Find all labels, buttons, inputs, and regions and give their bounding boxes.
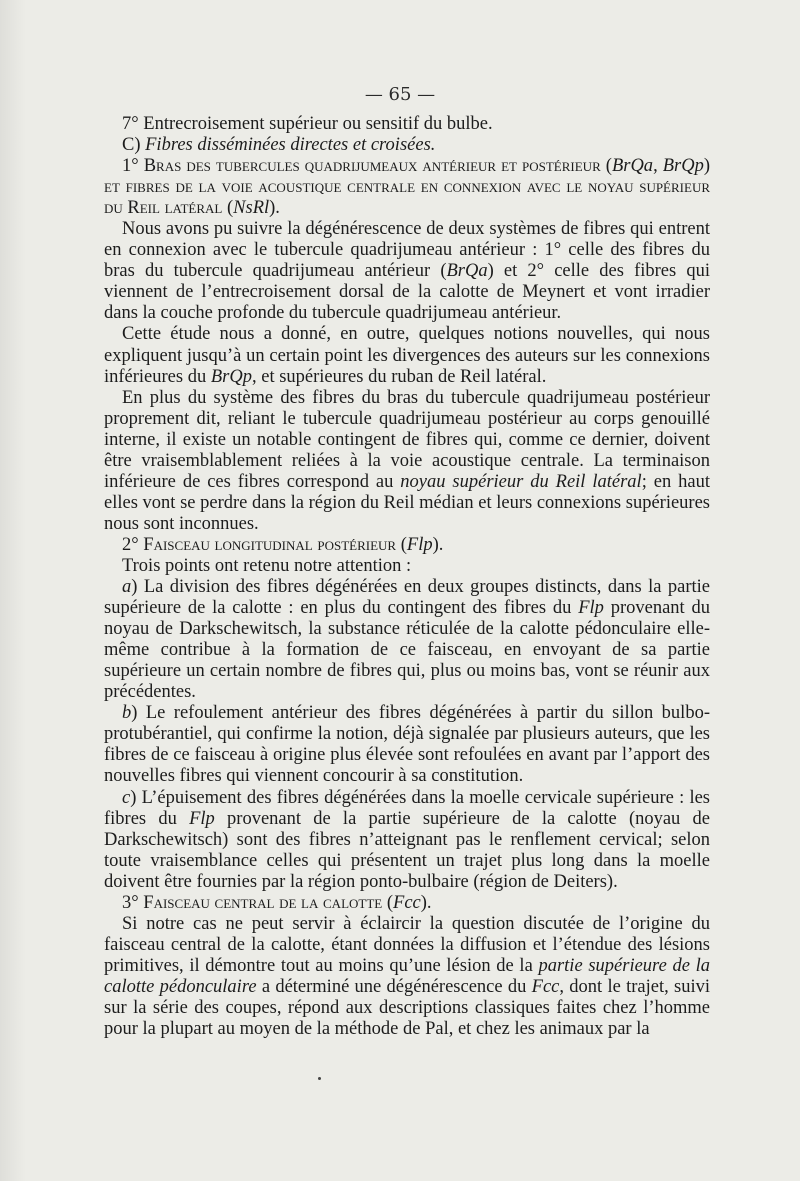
section-number: 2° <box>122 534 144 555</box>
section-letter: C) <box>122 135 146 156</box>
text-fragment: ) <box>703 156 711 177</box>
abbreviation: NsRl <box>233 198 270 219</box>
text-fragment: ). <box>269 198 280 219</box>
text-fragment: ) et 2° celle des fibres qui viennent de l’entrecroisement dorsal de la calotte de Meynert et vont irradier dans la couche profonde du tubercule quadrijumeau antérieur. <box>104 261 710 324</box>
text-fragment: ) La division des fibres dégénérées en deux groupes distincts, dans la partie supérieure de la calotte : en plus du contingent des fibres du <box>104 577 710 619</box>
section-title: Bras des tubercules quadrijumeaux antérieur et postérieur <box>143 156 601 177</box>
paragraph-point-a <box>104 577 710 703</box>
text-fragment: ). <box>420 892 432 913</box>
paragraph-point-b <box>104 703 710 787</box>
section-title: Fibres disséminées directes et croisées. <box>145 135 436 156</box>
body-text <box>104 114 710 1040</box>
abbreviation: Flp <box>406 534 433 555</box>
paragraph <box>104 388 710 535</box>
abbreviation: BrQa <box>611 156 654 177</box>
paragraph-heading-1 <box>104 156 710 219</box>
abbreviation: Flp <box>578 598 604 619</box>
text-fragment: , <box>653 156 663 177</box>
abbreviation: Fcc <box>393 892 421 913</box>
page-number: — 65 — <box>364 84 436 105</box>
emphasis: noyau supérieur du Reil latéral <box>400 471 642 492</box>
paragraph <box>104 556 710 577</box>
text-fragment: , dont le trajet, suivi sur la série des coupes, répond aux descriptions classiques faites chez l’homme pour la plupart au moyen de la méthode de Pal, et chez les animaux par la <box>104 976 710 1040</box>
paragraph <box>104 219 710 324</box>
text-fragment: Nous avons pu suivre la dégénérescence de deux systèmes de fibres qui entrent en connexion avec le tubercule quadrijumeau antérieur : 1° celle des fibres du bras du tubercule quadrijumeau antérieur ( <box>104 219 710 282</box>
paragraph-heading-2 <box>104 535 710 556</box>
text-fragment: En plus du système des fibres du bras du tubercule quadrijumeau postérieur proprement dit, reliant le tubercule quadrijumeau postérieur au corps genouillé interne, il existe un notable contingent de fibres qui, comme ce dernier, doivent être vraisemblablement reliées à la voie acoustique centrale. La terminaison inférieure de ces fibres correspond au <box>104 387 710 492</box>
text-fragment: ( <box>600 156 612 177</box>
section-title: Faisceau central de la calotte <box>143 892 383 913</box>
paragraph-point-c <box>104 788 710 893</box>
section-number: 1° <box>122 156 144 177</box>
abbreviation: Fcc <box>531 976 560 997</box>
text-fragment: Si notre cas ne peut servir à éclaircir la question discutée de l’origine du faisceau central de la calotte, étant données la diffusion et l’étendue des lésions primitives, il démontre tout au moins qu’une lésion de la <box>104 913 710 976</box>
paragraph-heading-3 <box>104 893 710 914</box>
text-fragment: provenant du noyau de Darkschewitsch, la substance réticulée de la calotte pédonculaire elle-même contribue à la formation de ce faisceau, en envoyant de sa partie supérieure un certain nombre de fibres qui, plus ou moins bas, vont se réunir aux précédentes. <box>104 598 710 703</box>
text-fragment: Trois points ont retenu notre attention : <box>122 555 412 576</box>
abbreviation: BrQa <box>446 261 488 282</box>
text-fragment: ( <box>396 534 407 555</box>
abbreviation: BrQp <box>210 366 252 387</box>
text-fragment: Cette étude nous a donné, en outre, quelques notions nouvelles, qui nous expliquent jusqu’à un certain point les divergences des auteurs sur les connexions inférieures du <box>104 324 710 387</box>
text-fragment: ) Le refoulement antérieur des fibres dégénérées à partir du sillon bulbo-protubérantiel, qui confirme la notion, déjà signalée par plusieurs auteurs, que les fibres de ce faisceau à origine plus élevée sont refoulées en avant par l’apport des nouvelles fibres qui viennent concourir à sa constitution. <box>104 703 710 787</box>
paragraph <box>104 324 710 387</box>
text-fragment: a déterminé une dégénérescence du <box>256 976 532 997</box>
text-fragment: , et supérieures du ruban de Reil latéral. <box>251 366 547 387</box>
abbreviation: Flp <box>189 808 215 829</box>
text-fragment: ( <box>222 198 234 219</box>
abbreviation: BrQp <box>662 156 704 177</box>
paragraph-heading-c <box>104 135 710 156</box>
print-speck <box>318 1077 321 1080</box>
section-title: et fibres de la voie acoustique centrale en connexion avec le noyau supérieur du Reil latéral <box>104 177 710 219</box>
point-letter: c <box>122 787 131 808</box>
point-letter: a <box>122 577 132 598</box>
section-title: Faisceau longitudinal postérieur <box>143 534 397 555</box>
text-fragment: ) L’épuisement des fibres dégénérées dans la moelle cervicale supérieure : les fibres du <box>104 787 710 829</box>
binding-shadow <box>0 0 26 1181</box>
paragraph <box>104 914 710 1040</box>
section-number: 3° <box>122 892 144 913</box>
text-fragment: ( <box>382 892 394 913</box>
point-letter: b <box>122 703 132 724</box>
emphasis: partie supérieure de la calotte pédonculaire <box>104 955 710 997</box>
text-fragment: provenant de la partie supérieure de la calotte (noyau de Darkschewitsch) sont des fibres n’atteignant pas le renflement cervical; selon toute vraisemblance celles qui présentent un trajet plus long dans la moelle doivent être fournies par la région ponto-bulbaire (région de Deiters). <box>104 808 711 892</box>
text-fragment: ). <box>432 534 444 555</box>
paragraph-text: 7° Entrecroisement supérieur ou sensitif du bulbe. <box>122 114 493 134</box>
paragraph-heading-7 <box>104 114 710 135</box>
text-fragment: ; en haut elles vont se perdre dans la région du Reil médian et leurs connexions supérieures nous sont inconnues. <box>104 471 710 534</box>
